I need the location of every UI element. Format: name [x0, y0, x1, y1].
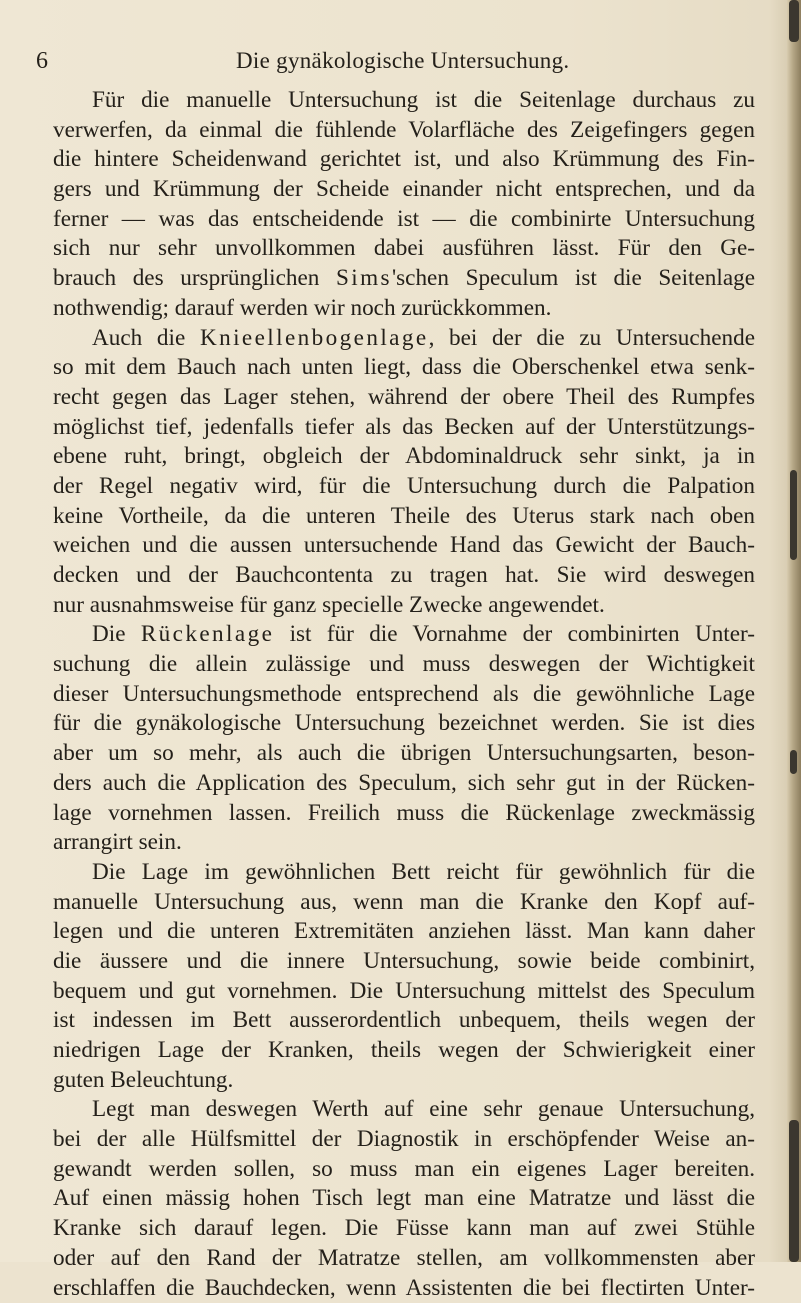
edge-mark — [789, 1120, 799, 1262]
text-line: legen und die unteren Extremitäten anziehen lässt. Man kann daher — [53, 917, 755, 947]
text-line: recht gegen das Lager stehen, während der obere Theil des Rumpfes — [53, 383, 755, 413]
text-line: arrangirt sein. — [53, 828, 755, 858]
text-line: nur ausnahmsweise für ganz specielle Zwecke angewendet. — [53, 591, 755, 621]
text-line: bequem und gut vornehmen. Die Untersuchung mittelst des Speculum — [53, 977, 755, 1007]
text-line: suchung die allein zulässige und muss deswegen der Wichtigkeit — [53, 650, 755, 680]
text-line: manuelle Untersuchung aus, wenn man die Kranke den Kopf auf- — [53, 888, 755, 918]
text-line: ferner — was das entscheidende ist — die combinirte Untersuchung — [53, 205, 755, 235]
text-line: möglichst tief, jedenfalls tiefer als das Becken auf der Unterstützungs- — [53, 413, 755, 443]
text-line: Kranke sich darauf legen. Die Füsse kann man auf zwei Stühle — [53, 1214, 755, 1244]
text-line: decken und der Bauchcontenta zu tragen hat. Sie wird deswegen — [53, 561, 755, 591]
text-line: lage vornehmen lassen. Freilich muss die Rückenlage zweckmässig — [53, 799, 755, 829]
text-line: Auf einen mässig hohen Tisch legt man eine Matratze und lässt die — [53, 1184, 755, 1214]
text-line: guten Beleuchtung. — [53, 1066, 755, 1096]
text-line: aber um so mehr, als auch die übrigen Untersuchungsarten, beson- — [53, 739, 755, 769]
text-line: verwerfen, da einmal die fühlende Volarfläche des Zeigefingers gegen — [53, 116, 755, 146]
text-line: Die Rückenlage ist für die Vornahme der combinirten Unter- — [53, 620, 755, 650]
text-line: erschlaffen die Bauchdecken, wenn Assistenten die bei flectirten Unter- — [53, 1274, 755, 1303]
emphasized-term: Knieellenbogenlage — [200, 325, 429, 351]
edge-mark — [789, 0, 799, 42]
text-line: ist indessen im Bett ausserordentlich unbequem, theils wegen der — [53, 1006, 755, 1036]
text-line: weichen und die aussen untersuchende Hand das Gewicht der Bauch- — [53, 531, 755, 561]
text-line: keine Vortheile, da die unteren Theile des Uterus stark nach oben — [53, 502, 755, 532]
text-line: oder auf den Rand der Matratze stellen, am vollkommensten aber — [53, 1244, 755, 1274]
text-line: die hintere Scheidenwand gerichtet ist, und also Krümmung des Fin- — [53, 145, 755, 175]
text-line: nothwendig; darauf werden wir noch zurückkommen. — [53, 294, 755, 324]
body-text — [53, 86, 755, 1303]
running-title: Die gynäkologische Untersuchung. — [236, 46, 569, 76]
text-line: dieser Untersuchungsmethode entsprechend als die gewöhnliche Lage — [53, 680, 755, 710]
text-line: Legt man deswegen Werth auf eine sehr genaue Untersuchung, — [53, 1095, 755, 1125]
text-line: Auch die Knieellenbogenlage, bei der die zu Untersuchende — [53, 324, 755, 354]
page-edge — [787, 0, 801, 1262]
text-line: Für die manuelle Untersuchung ist die Seitenlage durchaus zu — [53, 86, 755, 116]
edge-mark — [790, 750, 797, 774]
emphasized-term: Rückenlage — [141, 621, 274, 647]
text-line: die äussere und die innere Untersuchung, sowie beide combinirt, — [53, 947, 755, 977]
page-number: 6 — [36, 46, 48, 76]
text-line: gewandt werden sollen, so muss man ein eigenes Lager bereiten. — [53, 1155, 755, 1185]
edge-mark — [790, 470, 797, 560]
text-line: brauch des ursprünglichen Sims'schen Speculum ist die Seitenlage — [53, 264, 755, 294]
text-line: ders auch die Application des Speculum, sich sehr gut in der Rücken- — [53, 769, 755, 799]
emphasized-name: Sims — [336, 265, 392, 291]
text-line: niedrigen Lage der Kranken, theils wegen der Schwierigkeit einer — [53, 1036, 755, 1066]
text-line: ebene ruht, bringt, obgleich der Abdominaldruck sehr sinkt, ja in — [53, 442, 755, 472]
running-head — [36, 46, 756, 76]
text-line: so mit dem Bauch nach unten liegt, dass die Oberschenkel etwa senk- — [53, 353, 755, 383]
text-line: der Regel negativ wird, für die Untersuchung durch die Palpation — [53, 472, 755, 502]
text-line: Die Lage im gewöhnlichen Bett reicht für gewöhnlich für die — [53, 858, 755, 888]
text-line: sich nur sehr unvollkommen dabei ausführen lässt. Für den Ge- — [53, 234, 755, 264]
text-line: gers und Krümmung der Scheide einander nicht entsprechen, und da — [53, 175, 755, 205]
text-line: bei der alle Hülfsmittel der Diagnostik in erschöpfender Weise an- — [53, 1125, 755, 1155]
text-line: für die gynäkologische Untersuchung bezeichnet werden. Sie ist dies — [53, 709, 755, 739]
